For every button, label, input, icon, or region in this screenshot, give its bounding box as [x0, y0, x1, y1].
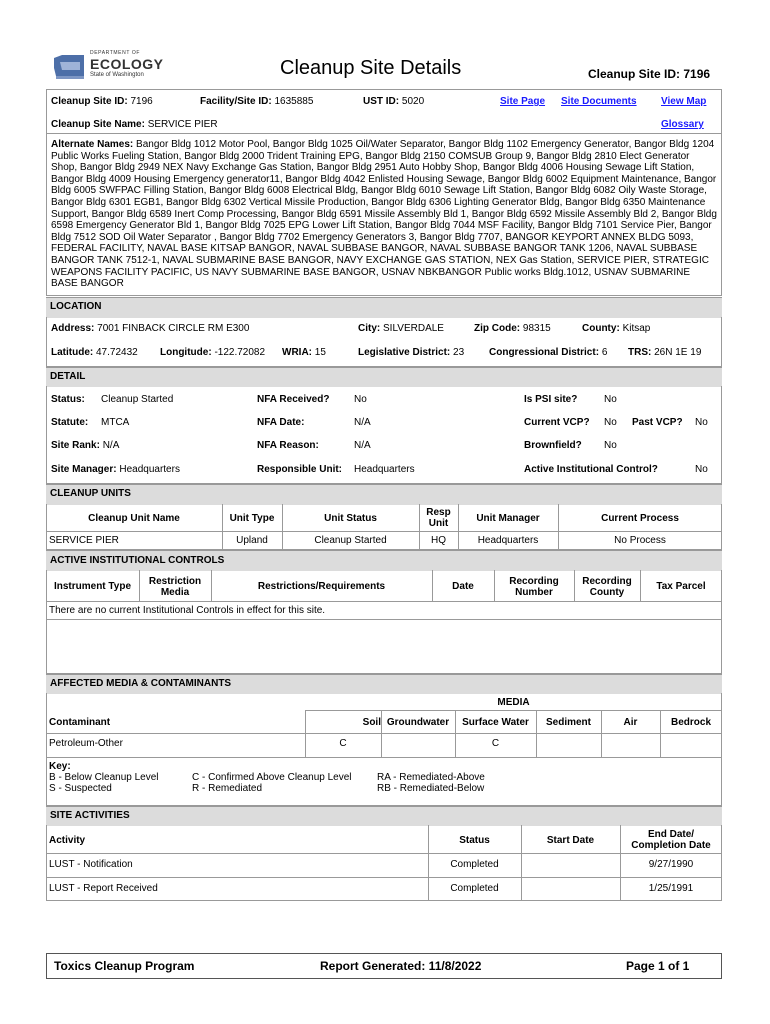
column-header: Activity: [49, 835, 86, 846]
column-header: Unit Manager: [476, 513, 540, 524]
site-id-field: Cleanup Site ID: 7196: [51, 96, 153, 107]
ust-id-field: UST ID: 5020: [363, 96, 425, 107]
column-header: Recording: [582, 576, 632, 587]
address-field: Address: 7001 FINBACK CIRCLE RM E300: [51, 323, 250, 334]
column-header: Tax Parcel: [656, 581, 706, 592]
status-value: Cleanup Started: [101, 394, 174, 405]
facility-id-field: Facility/Site ID: 1635885: [200, 96, 314, 107]
column-header: Groundwater: [386, 717, 450, 728]
psi-label: Is PSI site?: [524, 394, 578, 405]
table-cell: C: [339, 738, 347, 749]
key-item: C - Confirmed Above Cleanup Level: [192, 772, 352, 783]
site-page-link[interactable]: Site Page: [500, 96, 546, 107]
column-header: Status: [459, 835, 490, 846]
page-title: Cleanup Site Details: [280, 57, 462, 79]
column-header: Sediment: [545, 717, 591, 728]
table-cell: Headquarters: [477, 535, 539, 546]
key-item: R - Remediated: [192, 783, 263, 794]
table-cell: Upland: [236, 535, 268, 546]
statute-label: Statute:: [51, 417, 89, 428]
key-item: RA - Remediated-Above: [377, 772, 485, 783]
legislative-district-field: Legislative District: 23: [358, 347, 465, 358]
column-header: Soil: [362, 717, 381, 728]
key-item: B - Below Cleanup Level: [49, 772, 159, 783]
column-header: Unit Status: [324, 513, 377, 524]
program-name: Toxics Cleanup Program: [54, 959, 195, 973]
county-field: County: Kitsap: [582, 323, 651, 334]
divider: [46, 601, 722, 602]
ecology-logo: [50, 50, 164, 82]
column-header: Surface Water: [462, 717, 529, 728]
nfa-received-value: No: [354, 394, 367, 405]
past-vcp-label: Past VCP?: [632, 417, 683, 428]
psi-value: No: [604, 394, 617, 405]
trs-field: TRS: 26N 1E 19: [628, 347, 702, 358]
city-field: City: SILVERDALE: [358, 323, 444, 334]
key-item: S - Suspected: [49, 783, 112, 794]
active-institutional-control-value: No: [695, 464, 708, 475]
table-cell: Cleanup Started: [314, 535, 387, 546]
column-header: Instrument Type: [53, 581, 132, 592]
divider: [46, 133, 722, 134]
column-header: County: [589, 587, 625, 598]
detail-section-header: DETAIL: [46, 367, 722, 387]
site-manager-field: Site Manager: Headquarters: [51, 464, 180, 475]
header-site-id: Cleanup Site ID: 7196: [588, 67, 711, 81]
column-header: Recording: [509, 576, 559, 587]
column-header: Completion Date: [631, 840, 711, 851]
site-documents-link[interactable]: Site Documents: [561, 96, 637, 107]
view-map-link[interactable]: View Map: [661, 96, 707, 107]
logo-line-1: DEPARTMENT OF: [90, 50, 141, 56]
glossary-link[interactable]: Glossary: [661, 119, 704, 130]
active-institutional-control-label: Active Institutional Control?: [524, 464, 658, 475]
key-item: RB - Remediated-Below: [377, 783, 485, 794]
column-header: Contaminant: [49, 717, 111, 728]
table-row-status: Completed: [450, 883, 499, 894]
page-number: Page 1 of 1: [626, 959, 690, 973]
site-name-field: Cleanup Site Name: SERVICE PIER: [51, 119, 218, 130]
media-group-header: MEDIA: [497, 697, 530, 708]
brownfield-value: No: [604, 440, 617, 451]
site-activities-section-header: SITE ACTIVITIES: [46, 806, 722, 826]
institutional-controls-section-header: ACTIVE INSTITUTIONAL CONTROLS: [46, 550, 722, 571]
location-section-header: LOCATION: [46, 297, 722, 318]
column-header: Media: [160, 587, 190, 598]
table-cell: No Process: [614, 535, 666, 546]
column-header: Unit: [428, 518, 449, 529]
nfa-date-value: N/A: [354, 417, 371, 428]
column-header: End Date/: [647, 829, 695, 840]
table-cell: HQ: [431, 535, 446, 546]
column-header: Restrictions/Requirements: [257, 581, 386, 592]
washington-state-icon: [50, 52, 88, 82]
statute-value: MTCA: [101, 417, 130, 428]
wria-field: WRIA: 15: [282, 347, 326, 358]
column-header: Bedrock: [670, 717, 711, 728]
current-vcp-label: Current VCP?: [524, 417, 590, 428]
nfa-date-label: NFA Date:: [257, 417, 305, 428]
site-rank-field: Site Rank: N/A: [51, 440, 120, 451]
table-row-status: Completed: [450, 859, 499, 870]
logo-line-2: ECOLOGY: [90, 56, 164, 72]
column-header: Resp: [426, 507, 451, 518]
alternate-names: Alternate Names: Bangor Bldg 1012 Motor Pool, Bangor Bldg 1025 Oil/Water Separator, Bangor Bldg 1102 Emergency Generator, Bangor Bldg 1204 Public Works Fueling Station, Bangor Bldg 2000 Trident Training EPG, Bangor Bldg 2150 COMSUB Group 9, Bangor Bldg 2810 Elect Generator Shop, Bangor Bldg 2949 NEX Navy Exchange Gas Station, Bangor Bldg 2951 Auto Hobby Shop, Bangor Bldg 4006 Housing Sewage Lift Station, Bangor Bldg 4009 Housing Emergency generator11, Bangor Bldg 4042 Enlisted Housing Sewage, Bangor Bldg 6002 Equipment Maintenance, Bangor Bldg 6005 SWFPAC Filling Station, Bangor Bldg 6008 Electrical Bldg, Bangor Bldg 6010 Sewage Lift Station, Bangor Bldg 6082 Oily Waste Storage, Bangor Bldg 6301 EGB1, Bangor Bldg 6302 Vertical Missile Production, Bangor Bldg 6306 Lighting Generator Bldg, Bangor Bldg 6350 Maintenance Support, Bangor Bldg 6589 Inert Comp Processing, Bangor Bldg 6591 Missile Assembly Bld 1, Bangor Bldg 6592 Missile Assembly Bld 2, Bangor Bldg 6598 Emergency Generator Bld 1, Bangor Bldg 7025 EPG Lower Lift Station, Bangor Bldg 7044 MSF Facility, Bangor Bldg 7101 Service Pier, Bangor Bldg 7512 SOD Oil Water Separator , Bangor Bldg 7702 Emergency Generators 3, Bangor Bldg 7707, BANGOR KEYPORT ANNEX BLDG 5093, FEDERAL FACILITY, NAVAL BASE KITSAP BANGOR, NAVAL SUBBASE BANGOR, NAVAL SUBBASE BANGOR TANK 1206, NAVAL SUBBASE BANGOR TANK 7512-1, NAVAL SUBMARINE BASE BANGOR, NAVY EXCHANGE GAS STATION, NEX Gas Station, SERVICE PIER, STRATEGIC WEAPONS FACILITY PACIFIC, US NAVY SUBMARINE BASE BANGOR, USNAV NBKBANGOR Public works Bldg.1012, USNAV SUBMARINE BASE BANGOR: [51, 139, 717, 290]
logo-line-3: State of Washington: [90, 72, 144, 78]
nfa-received-label: NFA Received?: [257, 394, 330, 405]
table-row-end-date: 1/25/1991: [648, 883, 694, 894]
column-header: Air: [623, 717, 638, 728]
column-header: Unit Type: [229, 513, 275, 524]
table-cell: SERVICE PIER: [49, 535, 119, 546]
table-row-end-date: 9/27/1990: [648, 859, 694, 870]
nfa-reason-label: NFA Reason:: [257, 440, 319, 451]
cleanup-units-section-header: CLEANUP UNITS: [46, 484, 722, 505]
divider: [46, 733, 722, 734]
column-header: Current Process: [601, 513, 679, 524]
key-title: Key:: [49, 761, 71, 772]
empty-message: There are no current Institutional Controls in effect for this site.: [49, 605, 326, 616]
column-header: Number: [515, 587, 553, 598]
column-header: Start Date: [546, 835, 595, 846]
responsible-unit-value: Headquarters: [354, 464, 415, 475]
status-label: Status:: [51, 394, 85, 405]
divider: [46, 531, 722, 532]
divider: [46, 619, 722, 620]
nfa-reason-value: N/A: [354, 440, 371, 451]
current-vcp-value: No: [604, 417, 617, 428]
affected-media-section-header: AFFECTED MEDIA & CONTAMINANTS: [46, 674, 722, 694]
report-generated: Report Generated: 11/8/2022: [320, 959, 482, 973]
column-header: Cleanup Unit Name: [88, 513, 180, 524]
congressional-district-field: Congressional District: 6: [489, 347, 608, 358]
responsible-unit-label: Responsible Unit:: [257, 464, 343, 475]
latitude-field: Latitude: 47.72432: [51, 347, 138, 358]
table-cell: Petroleum-Other: [49, 738, 123, 749]
zip-field: Zip Code: 98315: [474, 323, 551, 334]
table-row-activity: LUST - Notification: [49, 859, 133, 870]
past-vcp-value: No: [695, 417, 708, 428]
brownfield-label: Brownfield?: [524, 440, 582, 451]
longitude-field: Longitude: -122.72082: [160, 347, 266, 358]
column-header: Restriction: [148, 576, 202, 587]
table-cell: C: [491, 738, 500, 749]
column-header: Date: [452, 581, 474, 592]
table-row-activity: LUST - Report Received: [49, 883, 158, 894]
